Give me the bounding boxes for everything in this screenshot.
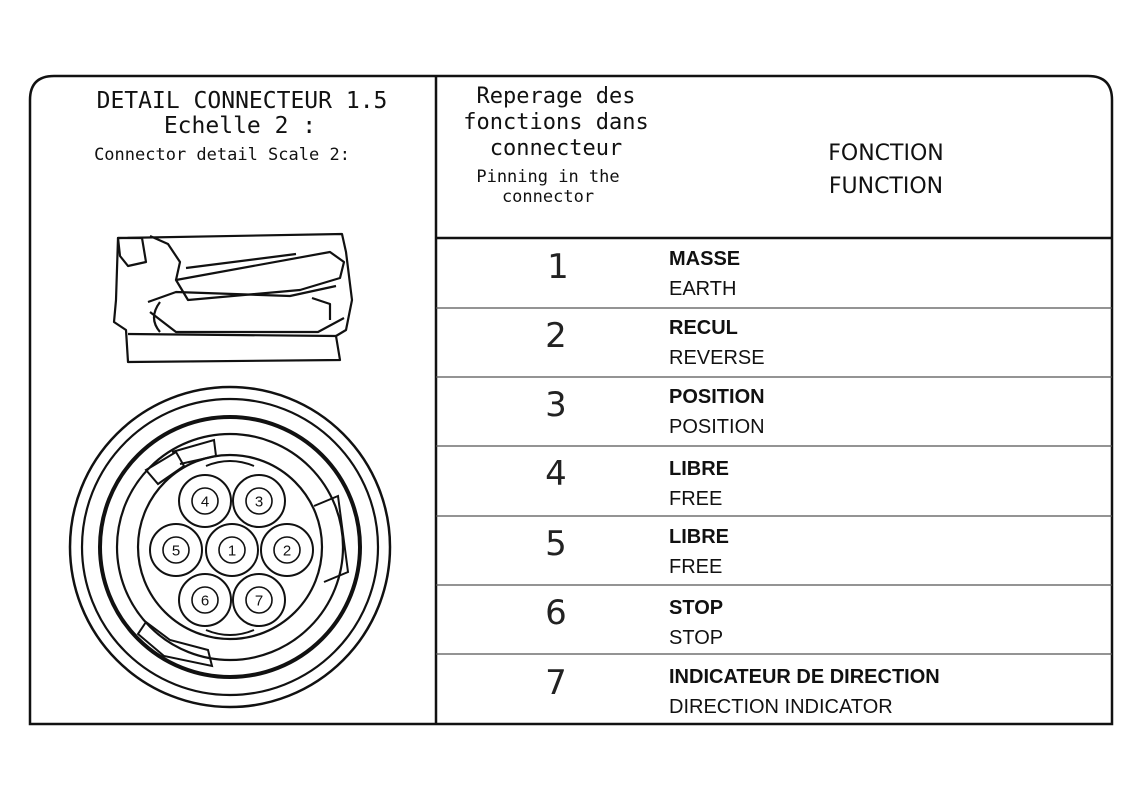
- function-fr: RECUL: [669, 317, 738, 339]
- function-fr: POSITION: [669, 386, 765, 408]
- face-pin-5: 5: [171, 542, 181, 560]
- pin-row-2: [545, 316, 764, 369]
- left-title: DETAIL CONNECTEUR 1.5: [96, 88, 388, 114]
- pin-number: 1: [547, 247, 569, 287]
- function-fr: STOP: [669, 597, 724, 619]
- pin-header-fr-3: connecteur: [489, 136, 623, 161]
- function-en: DIRECTION INDICATOR: [669, 696, 893, 718]
- function-en: EARTH: [669, 278, 737, 300]
- face-pin-6: 6: [200, 592, 210, 610]
- pin-row-7: [545, 663, 940, 718]
- function-en: STOP: [669, 627, 724, 649]
- row-separators: [436, 308, 1112, 654]
- pin-number: 5: [545, 524, 567, 564]
- function-fr: INDICATEUR DE DIRECTION: [669, 666, 940, 688]
- pin-number: 7: [545, 663, 567, 703]
- face-pin-7: 7: [254, 592, 264, 610]
- function-en: POSITION: [669, 416, 765, 438]
- left-title-en: Connector detail Scale 2:: [94, 145, 350, 165]
- pin-header-fr-2: fonctions dans: [463, 110, 649, 135]
- face-pin-2: 2: [282, 542, 292, 560]
- pin-number: 2: [545, 316, 567, 356]
- function-en: REVERSE: [669, 347, 765, 369]
- left-scale: Echelle 2 :: [163, 113, 317, 139]
- pin-number: 4: [545, 454, 567, 494]
- connector-pin-labels: [172, 494, 291, 610]
- face-pin-1: 1: [227, 542, 237, 560]
- pin-number: 3: [545, 385, 567, 425]
- function-header-fr: FONCTION: [828, 141, 944, 166]
- pin-row-1: [547, 247, 740, 300]
- pin-row-6: [545, 593, 723, 649]
- function-en: FREE: [669, 556, 723, 578]
- pin-row-5: [545, 524, 729, 578]
- pin-header-en-2: connector: [501, 187, 595, 207]
- pin-header-fr-1: Reperage des: [476, 84, 636, 109]
- pin-row-4: [545, 454, 729, 510]
- function-fr: LIBRE: [669, 458, 729, 480]
- function-header-en: FUNCTION: [828, 174, 944, 199]
- function-en: FREE: [669, 488, 723, 510]
- pin-number: 6: [545, 593, 567, 633]
- function-fr: MASSE: [669, 248, 741, 270]
- face-pin-3: 3: [254, 493, 264, 511]
- function-fr: LIBRE: [669, 526, 729, 548]
- connector-side-view: [114, 234, 352, 362]
- pin-header-en-1: Pinning in the: [476, 167, 620, 187]
- face-pin-4: 4: [200, 493, 210, 511]
- pin-row-3: [545, 385, 764, 438]
